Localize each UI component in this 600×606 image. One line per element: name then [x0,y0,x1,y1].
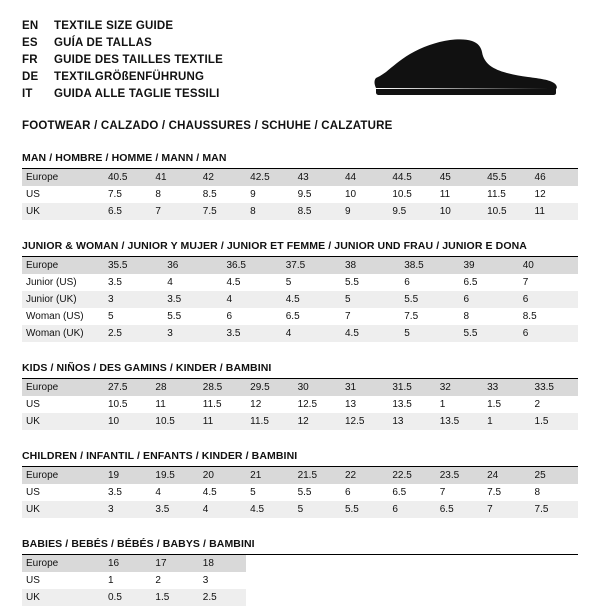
cell: 7 [151,203,198,220]
cell: 7 [519,274,578,291]
cell: 22.5 [388,467,435,484]
size-table-junior-woman [22,257,578,342]
cell: 39 [460,257,519,274]
page-header [22,18,578,102]
cell: 36.5 [223,257,282,274]
table-row [22,274,578,291]
table-row [22,589,578,606]
cell: 45 [436,169,483,186]
cell: 8.5 [199,186,246,203]
cell: 12.5 [294,396,341,413]
row-label: UK [22,413,104,430]
cell: 6.5 [282,308,341,325]
cell: 6.5 [104,203,151,220]
table-row [22,325,578,342]
group-title: JUNIOR & WOMAN / JUNIOR Y MUJER / JUNIOR ET FEMME / JUNIOR UND FRAU / JUNIOR E DONA [22,240,578,257]
cell: 2 [151,572,198,589]
cell-empty [341,572,388,589]
cell: 1.5 [151,589,198,606]
cell-empty [436,589,483,606]
cell: 4.5 [223,274,282,291]
row-label: Woman (UK) [22,325,104,342]
cell: 16 [104,555,151,572]
language-title: GUÍA DE TALLAS [54,37,152,49]
cell: 37.5 [282,257,341,274]
cell-empty [436,555,483,572]
cell-empty [294,555,341,572]
cell: 21.5 [294,467,341,484]
cell: 3 [104,291,163,308]
size-table-kids [22,379,578,430]
cell-empty [341,589,388,606]
cell: 3 [163,325,222,342]
cell: 19.5 [151,467,198,484]
cell: 10 [104,413,151,430]
group-children [22,450,578,518]
cell-empty [294,589,341,606]
row-label: US [22,396,104,413]
language-code: IT [22,88,33,100]
cell: 38 [341,257,400,274]
size-table-children [22,467,578,518]
cell: 10 [341,186,388,203]
group-man [22,152,578,220]
table-row [22,467,578,484]
cell: 9 [246,186,293,203]
language-title: TEXTILGRÖßENFÜHRUNG [54,71,205,83]
language-code: DE [22,71,39,83]
cell-empty [341,555,388,572]
cell: 12 [246,396,293,413]
table-row [22,257,578,274]
cell: 1.5 [483,396,530,413]
table-row [22,169,578,186]
cell-empty [388,572,435,589]
cell: 19 [104,467,151,484]
language-code: EN [22,20,39,32]
cell: 6 [388,501,435,518]
language-row [22,86,223,102]
table-row [22,186,578,203]
cell: 4 [282,325,341,342]
cell: 44 [341,169,388,186]
cell-empty [483,555,530,572]
cell: 3.5 [104,484,151,501]
row-label: Europe [22,555,104,572]
cell: 2.5 [104,325,163,342]
cell: 9.5 [388,203,435,220]
cell: 3.5 [104,274,163,291]
cell: 5.5 [341,274,400,291]
cell: 35.5 [104,257,163,274]
group-title: MAN / HOMBRE / HOMME / MANN / MAN [22,152,578,169]
group-babies [22,538,578,606]
cell: 8 [460,308,519,325]
cell: 11 [199,413,246,430]
row-label: Europe [22,257,104,274]
cell: 46 [531,169,578,186]
cell: 4 [199,501,246,518]
cell: 11 [151,396,198,413]
cell: 12.5 [341,413,388,430]
cell-empty [483,572,530,589]
language-title: GUIDA ALLE TAGLIE TESSILI [54,88,220,100]
cell: 5.5 [400,291,459,308]
row-label: UK [22,203,104,220]
cell: 11.5 [246,413,293,430]
table-row [22,379,578,396]
size-table-babies [22,555,578,606]
cell: 31.5 [388,379,435,396]
cell: 8 [151,186,198,203]
cell: 29.5 [246,379,293,396]
cell: 32 [436,379,483,396]
cell: 28 [151,379,198,396]
cell: 28.5 [199,379,246,396]
language-row [22,18,223,34]
group-kids [22,362,578,430]
cell: 33.5 [531,379,578,396]
cell: 1 [483,413,530,430]
cell-empty [531,555,578,572]
cell: 12 [294,413,341,430]
table-row [22,555,578,572]
cell: 5 [341,291,400,308]
cell: 40.5 [104,169,151,186]
language-row [22,69,223,85]
cell: 9.5 [294,186,341,203]
cell: 4.5 [246,501,293,518]
group-title: CHILDREN / INFANTIL / ENFANTS / KINDER / BAMBINI [22,450,578,467]
cell: 1 [436,396,483,413]
cell: 5.5 [294,484,341,501]
cell: 4 [163,274,222,291]
cell: 4.5 [199,484,246,501]
cell: 21 [246,467,293,484]
cell: 13.5 [436,413,483,430]
footwear-section-heading: FOOTWEAR / CALZADO / CHAUSSURES / SCHUHE / CALZATURE [22,120,393,132]
cell: 4.5 [341,325,400,342]
cell-empty [483,589,530,606]
language-title: TEXTILE SIZE GUIDE [54,20,174,32]
cell: 7.5 [483,484,530,501]
language-title: GUIDE DES TAILLES TEXTILE [54,54,223,66]
cell: 2.5 [199,589,246,606]
cell: 13 [341,396,388,413]
cell: 45.5 [483,169,530,186]
cell: 38.5 [400,257,459,274]
table-row [22,413,578,430]
group-title: KIDS / NIÑOS / DES GAMINS / KINDER / BAMBINI [22,362,578,379]
cell: 31 [341,379,388,396]
cell: 8.5 [294,203,341,220]
cell: 10.5 [483,203,530,220]
cell: 6 [519,291,578,308]
cell: 6 [341,484,388,501]
size-table-man [22,169,578,220]
language-code: FR [22,54,38,66]
cell: 3 [199,572,246,589]
cell: 20 [199,467,246,484]
cell: 24 [483,467,530,484]
row-label: Junior (UK) [22,291,104,308]
language-list [22,18,223,102]
cell: 10 [436,203,483,220]
cell: 6 [519,325,578,342]
table-row [22,484,578,501]
row-label: Europe [22,169,104,186]
cell-empty [388,589,435,606]
cell: 11.5 [483,186,530,203]
cell: 3.5 [163,291,222,308]
table-row [22,396,578,413]
cell: 1.5 [531,413,578,430]
table-row [22,501,578,518]
cell: 5 [246,484,293,501]
language-code: ES [22,37,38,49]
row-label: US [22,186,104,203]
cell: 42 [199,169,246,186]
table-row [22,308,578,325]
cell: 8.5 [519,308,578,325]
cell: 10.5 [388,186,435,203]
cell: 33 [483,379,530,396]
cell: 30 [294,379,341,396]
language-row [22,52,223,68]
cell: 17 [151,555,198,572]
row-label: Europe [22,379,104,396]
cell: 2 [531,396,578,413]
cell: 10.5 [104,396,151,413]
row-label: US [22,484,104,501]
cell: 5 [400,325,459,342]
cell: 3.5 [223,325,282,342]
cell: 5.5 [460,325,519,342]
dress-shoe-icon [370,36,560,101]
cell: 40 [519,257,578,274]
table-row [22,291,578,308]
cell: 10.5 [151,413,198,430]
cell: 5 [282,274,341,291]
cell-empty [246,555,293,572]
cell: 22 [341,467,388,484]
table-row [22,572,578,589]
cell: 6 [223,308,282,325]
cell: 7 [483,501,530,518]
cell: 11 [531,203,578,220]
row-label: UK [22,589,104,606]
row-label: Woman (US) [22,308,104,325]
cell-empty [531,572,578,589]
cell: 4 [151,484,198,501]
row-label: UK [22,501,104,518]
cell: 6.5 [388,484,435,501]
cell: 43 [294,169,341,186]
cell: 7 [341,308,400,325]
cell: 11.5 [199,396,246,413]
cell: 25 [531,467,578,484]
cell-empty [246,572,293,589]
cell: 11 [436,186,483,203]
cell: 44.5 [388,169,435,186]
cell: 7.5 [104,186,151,203]
cell: 7.5 [400,308,459,325]
cell: 6.5 [460,274,519,291]
cell: 41 [151,169,198,186]
cell: 5.5 [163,308,222,325]
cell: 5 [294,501,341,518]
row-label: US [22,572,104,589]
group-title: BABIES / BEBÉS / BÉBÉS / BABYS / BAMBINI [22,538,578,555]
cell: 5 [104,308,163,325]
cell: 13 [388,413,435,430]
cell: 4.5 [282,291,341,308]
cell: 3 [104,501,151,518]
cell: 3.5 [151,501,198,518]
cell: 42.5 [246,169,293,186]
cell: 23.5 [436,467,483,484]
cell: 27.5 [104,379,151,396]
cell: 13.5 [388,396,435,413]
cell: 8 [246,203,293,220]
cell: 0.5 [104,589,151,606]
cell: 1 [104,572,151,589]
group-junior-woman [22,240,578,342]
cell: 6 [460,291,519,308]
row-label: Europe [22,467,104,484]
cell: 5.5 [341,501,388,518]
cell: 12 [531,186,578,203]
cell-empty [436,572,483,589]
cell: 7 [436,484,483,501]
row-label: Junior (US) [22,274,104,291]
cell: 8 [531,484,578,501]
cell: 18 [199,555,246,572]
cell: 6 [400,274,459,291]
cell-empty [388,555,435,572]
cell: 36 [163,257,222,274]
cell: 7.5 [531,501,578,518]
language-row [22,35,223,51]
cell-empty [531,589,578,606]
cell: 7.5 [199,203,246,220]
cell: 6.5 [436,501,483,518]
cell-empty [294,572,341,589]
cell-empty [246,589,293,606]
cell: 9 [341,203,388,220]
table-row [22,203,578,220]
cell: 4 [223,291,282,308]
